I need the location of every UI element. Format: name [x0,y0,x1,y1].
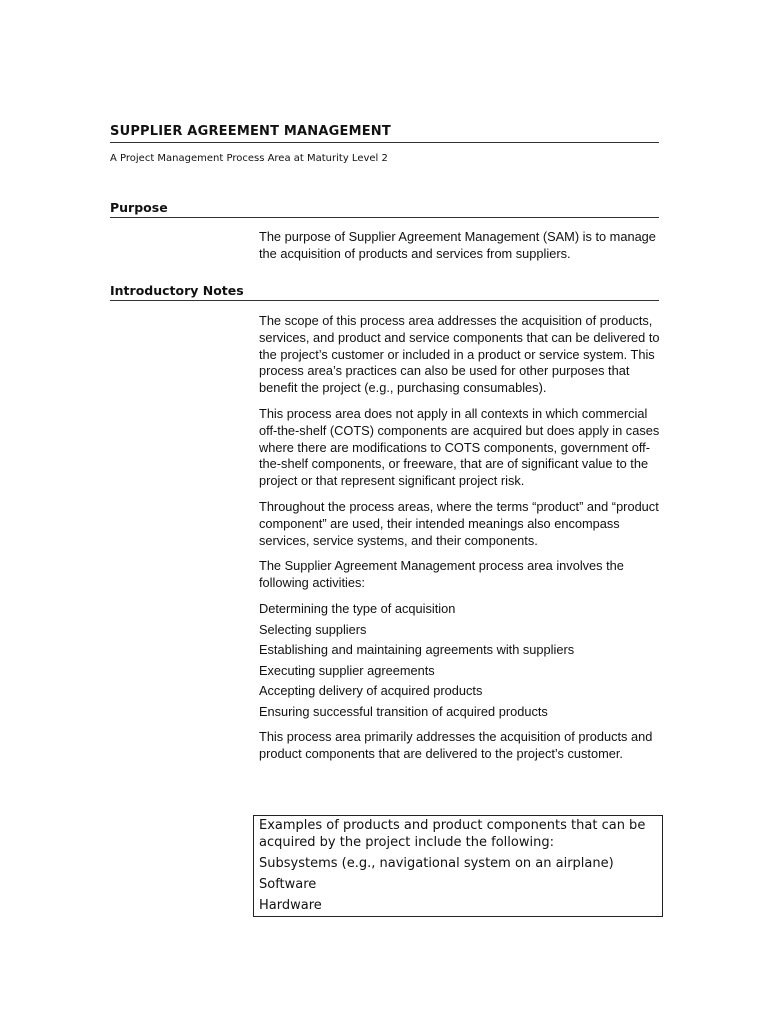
examples-intro: Examples of products and product components that can be acquired by the project include the following: [259,818,646,850]
activity-item: Selecting suppliers [259,621,367,637]
intro-paragraph-terms: Throughout the process areas, where the terms “product” and “product component” are used, their intended meanings also encompass services, service systems, and their components. [259,498,659,548]
examples-box [253,815,663,917]
activity-list [259,601,663,721]
document-subtitle: A Project Management Process Area at Maturity Level 2 [110,153,388,164]
activity-item: Executing supplier agreements [259,662,435,678]
intro-paragraph-scope: The scope of this process area addresses the acquisition of products, services, and product and service components that can be delivered to the project’s customer or included in a product or service system. This process area’s practices can also be used for other purposes that benefit the project (e.g., purchasing consumables). [259,313,660,396]
introductory-notes-rule [110,300,659,301]
intro-paragraph-closing: This process area primarily addresses the acquisition of products and product components that are delivered to the project’s customer. [259,728,653,761]
activity-item: Accepting delivery of acquired products [259,683,483,699]
example-item: Subsystems (e.g., navigational system on an airplane) [259,856,614,871]
example-item: Hardware [259,898,322,913]
activity-item: Determining the type of acquisition [259,600,456,616]
introductory-notes-body [259,313,663,771]
purpose-heading: Purpose [110,200,168,215]
intro-paragraph-activities: The Supplier Agreement Management process area involves the following activities: [259,558,624,591]
intro-paragraph-cots: This process area does not apply in all contexts in which commercial off-the-shelf (COTS) components are acquired but does apply in cases where there are modifications to COTS components, government off-the-shelf components, or freeware, that are of significant value to the project or that represent significant project risk. [259,405,660,489]
title-rule [110,142,659,143]
introductory-notes-heading: Introductory Notes [110,283,244,298]
example-item: Software [259,877,317,892]
document-title: SUPPLIER AGREEMENT MANAGEMENT [110,124,391,139]
activity-item: Establishing and maintaining agreements with suppliers [259,642,575,658]
purpose-text: The purpose of Supplier Agreement Management (SAM) is to manage the acquisition of products and services from suppliers. [259,229,656,261]
purpose-rule [110,217,659,218]
activity-item: Ensuring successful transition of acquired products [259,703,548,719]
examples-list [259,855,657,914]
